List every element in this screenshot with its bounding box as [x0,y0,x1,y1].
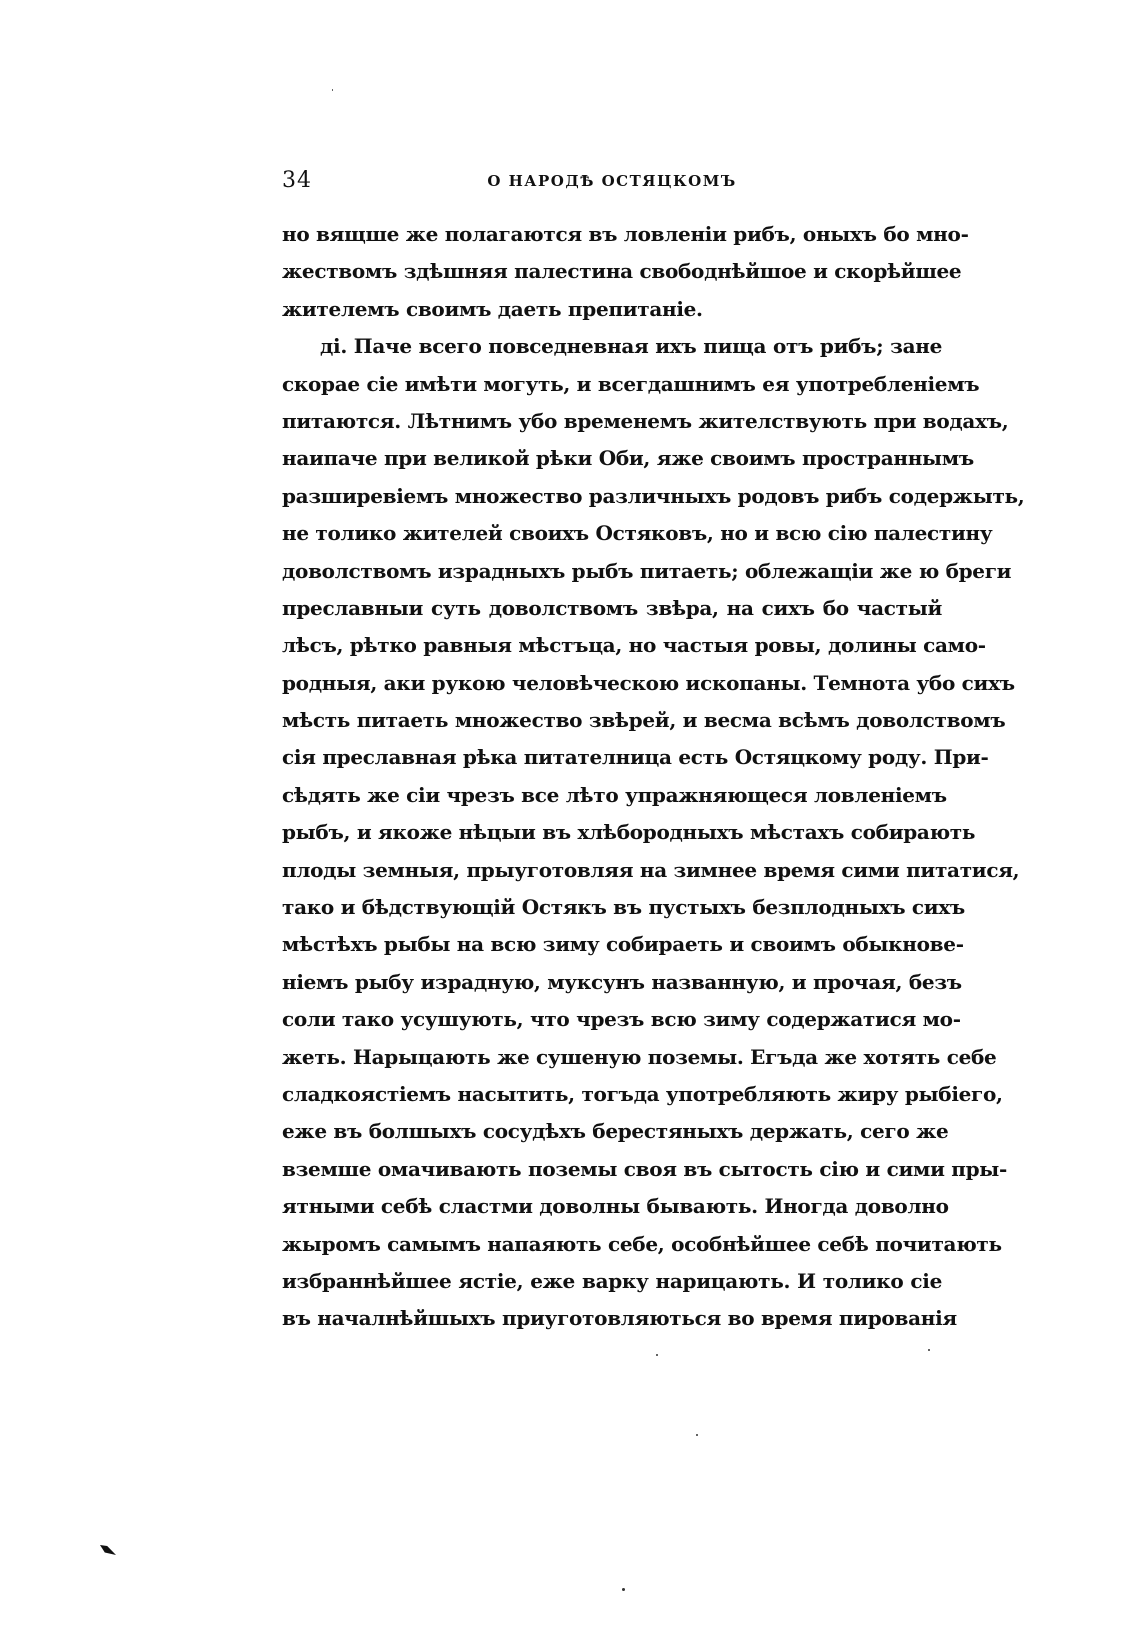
text-line: скорае сіе имѣти могуть, и всегдашнимъ ея употребленіемъ [282,371,980,396]
text-line: жеть. Нарыцають же сушеную поземы. Егъда же хотять себе [282,1044,997,1069]
text-line: разширевіемъ множество различныхъ родовъ рибъ содержыть, [282,483,1025,508]
scan-speck [696,1434,698,1436]
text-line: въ началнѣйшыхъ приуготовляються во время пированія [282,1306,957,1331]
running-head [282,164,942,198]
text-line: плоды земныя, прыуготовляя на зимнее время сими питатися, [282,857,1020,882]
scan-speck [332,89,333,91]
text-line: но вящше же полагаются въ ловленіи рибъ, оныхъ бо мно- [282,222,969,246]
running-title: О НАРОДѢ ОСТЯЦКОМЪ [487,172,737,190]
text-line: доволствомъ израдныхъ рыбъ питаеть; облежащіи же ю бреги [282,558,1012,583]
text-line: жыромъ самымъ напаяють себе, особнѣйшее себѣ почитають [282,1231,1002,1256]
text-line: ніемъ рыбу израдную, муксунъ названную, и прочая, безъ [282,969,962,994]
text-line: наипаче при великой рѣки Оби, яже своимъ пространнымъ [282,446,974,471]
text-line: питаются. Лѣтнимъ убо временемъ жителствують при водахъ, [282,408,1009,433]
text-line: вземше омачивають поземы своя въ сытость сію и сими пры- [282,1156,1008,1181]
body-text [282,216,1025,1338]
text-line: еже въ болшыхъ сосудѣхъ берестяныхъ держать, сего же [282,1119,949,1144]
text-line: жествомъ здѣшняя палестина свободнѣйшое и скорѣйшее [282,259,962,284]
scan-speck [622,1588,625,1591]
text-line: мѣстѣхъ рыбы на всю зиму собираеть и своимъ обыкнове- [282,932,964,957]
text-line: не толико жителей своихъ Остяковъ, но и всю сію палестину [282,521,993,546]
text-line: сѣдять же сіи чрезъ все лѣто упражняющеся ловленіемъ [282,782,947,807]
page-number: 34 [282,168,312,193]
text-line: сладкоястіемъ насытить, тогъда употребляють жиру рыбіего, [282,1081,1003,1106]
text-line: родныя, аки рукою человѣческою ископаны. Темнота убо сихъ [282,670,1015,695]
scan-speck [656,1354,658,1356]
text-line: ятными себѣ сластми доволны бывають. Иногда доволно [282,1194,949,1219]
text-line: жителемъ своимъ даеть препитаніе. [282,296,703,321]
scan-speck [928,1349,930,1351]
text-line: ді. Паче всего повседневная ихъ пища отъ рибъ; зане [320,334,942,359]
text-line: соли тако усушують, что чрезъ всю зиму содержатися мо- [282,1007,961,1032]
text-line: преславныи суть доволствомъ звѣра, на сихъ бо частый [282,595,942,620]
text-line: избраннѣйшее ястіе, еже варку нарицають. И толико сіе [282,1268,942,1293]
scan-mark [100,1545,116,1555]
text-line: рыбъ, и якоже нѣцыи въ хлѣбородныхъ мѣстахъ собирають [282,820,976,845]
text-line: лѣсъ, рѣтко равныя мѣстъца, но частыя ровы, долины само- [282,633,986,658]
text-line: мѣсть питаеть множество звѣрей, и весма всѣмъ доволствомъ [282,708,1006,733]
text-line: сія преславная рѣка питателница есть Остяцкому роду. При- [282,745,989,770]
text-line: тако и бѣдствующій Остякъ въ пустыхъ безплодныхъ сихъ [282,895,965,920]
